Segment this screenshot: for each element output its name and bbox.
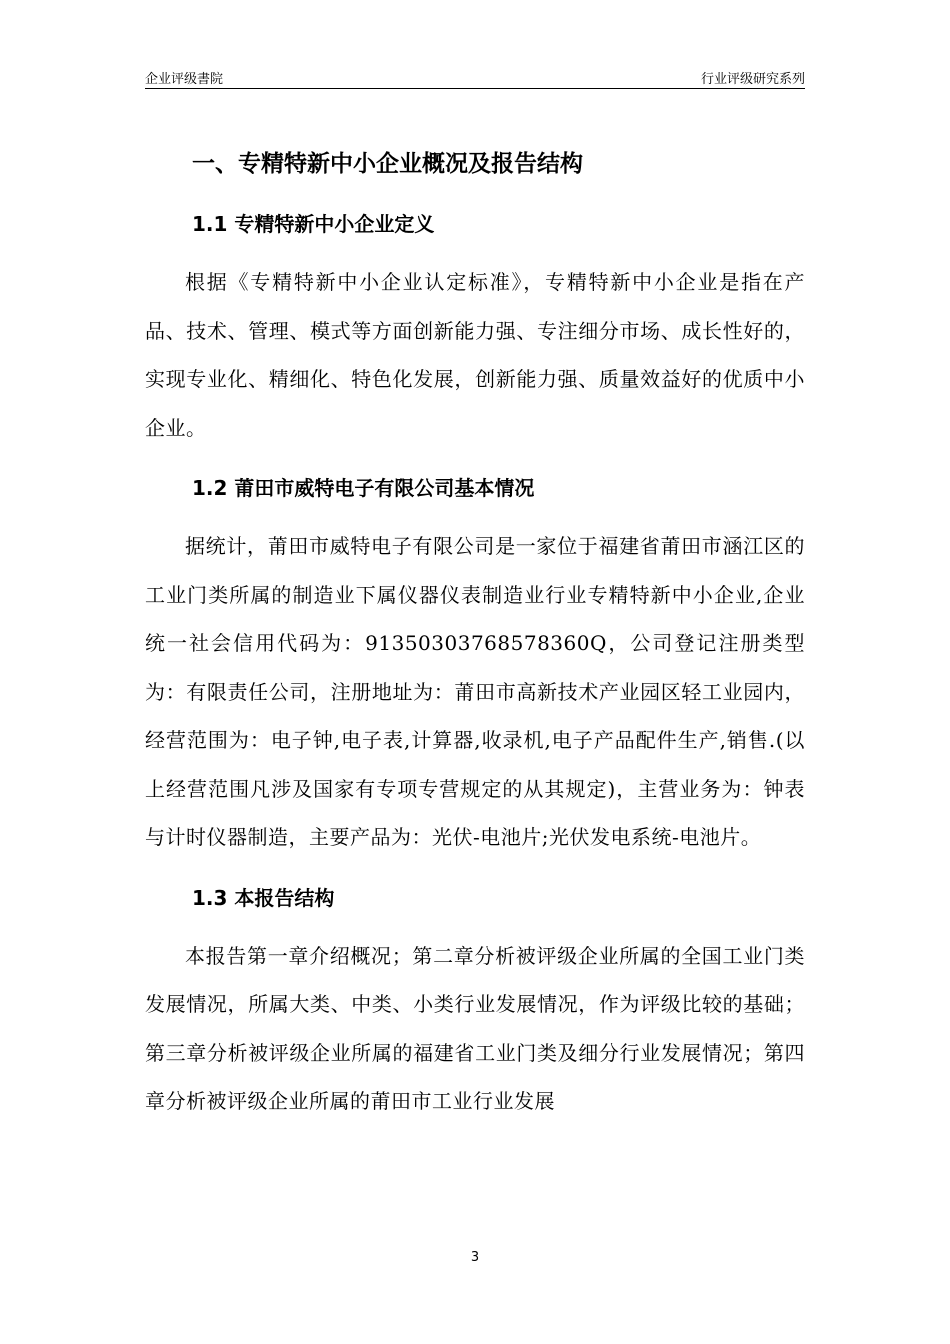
section-1-1-paragraph: 根据《专精特新中小企业认定标准》，专精特新中小企业是指在产品、技术、管理、模式等方面创新能力强、专注细分市场、成长性好的，实现专业化、精细化、特色化发展，创新能力强、质量效益好的优质中小企业。 — [145, 270, 805, 440]
page-header — [145, 64, 805, 89]
header-left-text: 企业评级書院 — [145, 72, 224, 87]
chapter-title: 一、专精特新中小企业概况及报告结构 — [192, 151, 583, 177]
document-body — [145, 140, 805, 1126]
page-number: 3 — [470, 1250, 480, 1265]
section-1-2-paragraph: 据统计，莆田市威特电子有限公司是一家位于福建省莆田市涵江区的工业门类所属的制造业下属仪器仪表制造业行业专精特新中小企业,企业统一社会信用代码为：91350303768578360Q，公司登记注册类型为：有限责任公司，注册地址为：莆田市高新技术产业园区轻工业园内，经营范围为：电子钟,电子表,计算器,收录机,电子产品配件生产,销售.(以上经营范围凡涉及国家有专项专营规定的从其规定)，主营业务为：钟表与计时仪器制造，主要产品为：光伏-电池片;光伏发电系统-电池片。 — [145, 534, 805, 849]
header-right-text: 行业评级研究系列 — [700, 72, 805, 87]
section-1-3-paragraph: 本报告第一章介绍概况；第二章分析被评级企业所属的全国工业门类发展情况，所属大类、中类、小类行业发展情况，作为评级比较的基础；第三章分析被评级企业所属的福建省工业门类及细分行业发展情况；第四章分析被评级企业所属的莆田市工业行业发展 — [145, 943, 805, 1113]
section-1-3-title: 1.3 本报告结构 — [192, 885, 335, 910]
section-1-2-title: 1.2 莆田市威特电子有限公司基本情况 — [192, 476, 535, 500]
section-1-1-title: 1.1 专精特新中小企业定义 — [192, 212, 435, 236]
